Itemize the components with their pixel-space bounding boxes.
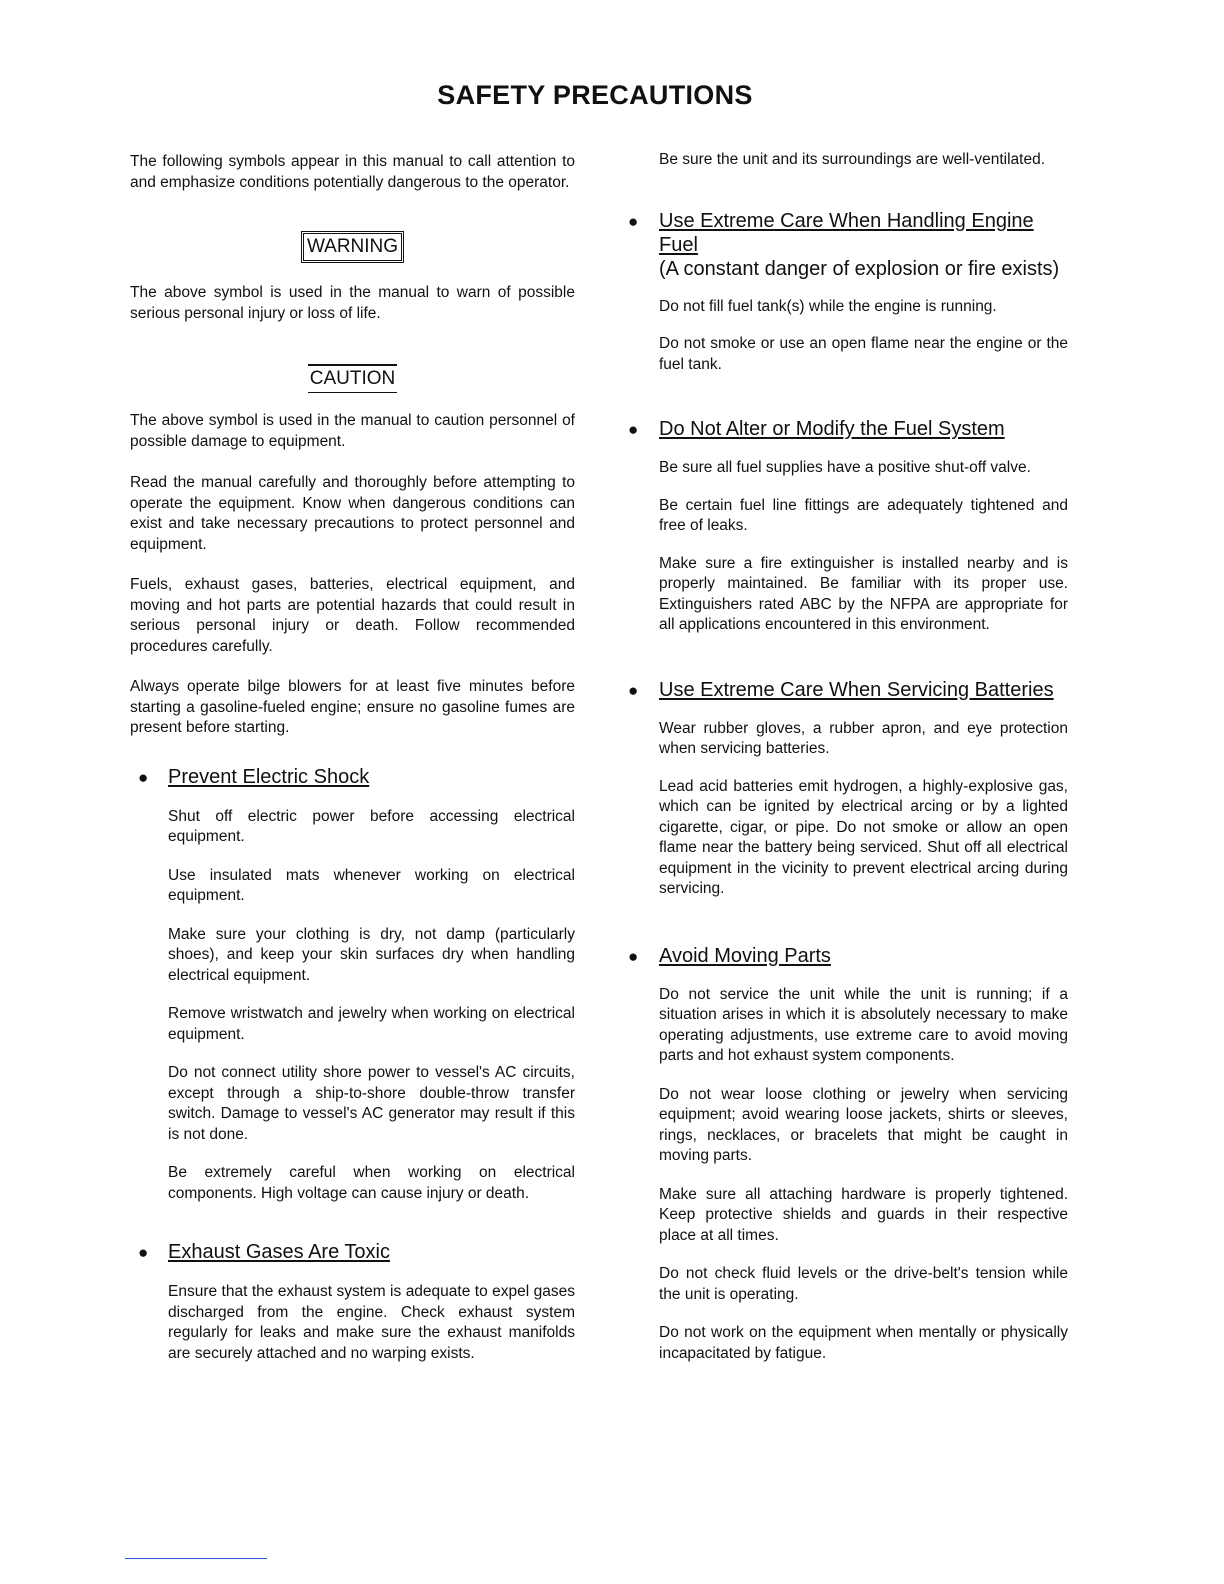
electric-shock-item: Use insulated mats whenever working on electrical equipment.	[168, 866, 575, 904]
page-title: SAFETY PRECAUTIONS	[437, 80, 753, 110]
engine-fuel-item: Do not fill fuel tank(s) while the engine is running.	[659, 297, 997, 315]
general-paragraph-hazards: Fuels, exhaust gases, batteries, electrical equipment, and moving and hot parts are potential hazards that could result in serious personal injury or death. Follow recommended procedures carefully.	[130, 576, 575, 655]
batteries-item: Wear rubber gloves, a rubber apron, and eye protection when servicing batteries.	[659, 719, 1068, 757]
warning-description: The above symbol is used in the manual to warn of possible serious personal injury or loss of life.	[130, 284, 575, 322]
exhaust-ventilation-item: Be sure the unit and its surroundings are well-ventilated.	[659, 151, 1045, 168]
moving-parts-item: Make sure all attaching hardware is properly tightened. Keep protective shields and guards in their respective place at all times.	[659, 1185, 1068, 1244]
caution-symbol: CAUTION	[308, 364, 398, 393]
electric-shock-item: Do not connect utility shore power to vessel's AC circuits, except through a ship-to-shore double-throw transfer switch. Damage to vessel's AC generator may result if this is not done.	[168, 1064, 575, 1143]
electric-shock-item: Make sure your clothing is dry, not damp (particularly shoes), and keep your skin surfaces dry when handling electrical equipment.	[168, 925, 575, 984]
moving-parts-item: Do not service the unit while the unit is running; if a situation arises in which it is absolutely necessary to make operating adjustments, use extreme care to avoid moving parts and hot exhaust system components.	[659, 985, 1068, 1064]
fuel-system-item: Be sure all fuel supplies have a positive shut-off valve.	[659, 459, 1031, 476]
engine-fuel-subheading: (A constant danger of explosion or fire exists)	[659, 257, 1060, 280]
general-paragraph-bilge-blowers: Always operate bilge blowers for at least five minutes before starting a gasoline-fueled engine; ensure no gasoline fumes are present before starting.	[130, 678, 575, 736]
general-paragraph-read-manual: Read the manual carefully and thoroughly before attempting to operate the equipment. Know when dangerous conditions can exist and take necessary precautions to protect personnel and equipment.	[130, 474, 575, 553]
section-heading-fuel-system	[628, 417, 1068, 441]
bullet-icon: ●	[628, 680, 639, 700]
heading-moving-parts: Avoid Moving Parts	[659, 944, 831, 967]
section-heading-moving-parts	[628, 944, 1068, 968]
bullet-icon: ●	[628, 946, 639, 966]
left-column	[130, 148, 575, 1364]
moving-parts-item: Do not check fluid levels or the drive-belt's tension while the unit is operating.	[659, 1265, 1068, 1303]
electric-shock-item: Shut off electric power before accessing electrical equipment.	[168, 807, 575, 845]
bullet-icon: ●	[628, 420, 639, 439]
bullet-icon: ●	[138, 767, 149, 787]
electric-shock-item: Be extremely careful when working on electrical components. High voltage can cause injury or death.	[168, 1164, 575, 1202]
batteries-item: Lead acid batteries emit hydrogen, a highly-explosive gas, which can be ignited by electrical arcing or by a lighted cigarette, cigar, or pipe. Do not smoke or allow an open flame near the battery being serviced. Shut off all electrical equipment in the vicinity to prevent electrical arcing during servicing.	[659, 777, 1068, 897]
engine-fuel-item: Do not smoke or use an open flame near the engine or the fuel tank.	[659, 335, 1068, 373]
section-heading-batteries	[628, 678, 1068, 702]
section-heading-engine-fuel	[628, 209, 1068, 257]
bullet-icon: ●	[138, 1243, 149, 1262]
fuel-system-item: Be certain fuel line fittings are adequately tightened and free of leaks.	[659, 496, 1068, 534]
heading-batteries: Use Extreme Care When Servicing Batteries	[659, 678, 1054, 701]
electric-shock-item: Remove wristwatch and jewelry when working on electrical equipment.	[168, 1005, 575, 1043]
heading-electric-shock: Prevent Electric Shock	[168, 765, 370, 788]
moving-parts-item: Do not wear loose clothing or jewelry when servicing equipment; avoid wearing loose jackets, shirts or sleeves, rings, necklaces, or bracelets that might be caught in moving parts.	[659, 1085, 1068, 1164]
warning-symbol: WARNING	[301, 231, 404, 263]
section-heading-electric-shock	[130, 765, 575, 789]
footer-rule	[125, 1558, 267, 1559]
caution-description: The above symbol is used in the manual to caution personnel of possible damage to equipment.	[130, 412, 575, 450]
fuel-system-item: Make sure a fire extinguisher is installed nearby and is properly maintained. Be familiar with its proper use. Extinguishers rated ABC by the NFPA are appropriate for all applications encountered in this environment.	[659, 554, 1068, 633]
right-column	[628, 148, 1068, 1364]
symbols-intro: The following symbols appear in this manual to call attention to and emphasize conditions potentially dangerous to the operator.	[130, 153, 575, 191]
section-heading-exhaust	[130, 1240, 575, 1264]
heading-exhaust: Exhaust Gases Are Toxic	[168, 1241, 390, 1263]
moving-parts-item: Do not work on the equipment when mentally or physically incapacitated by fatigue.	[659, 1324, 1068, 1362]
heading-fuel-system: Do Not Alter or Modify the Fuel System	[659, 418, 1005, 440]
bullet-icon: ●	[628, 211, 639, 231]
heading-engine-fuel: Use Extreme Care When Handling Engine Fuel	[659, 209, 1034, 256]
exhaust-item: Ensure that the exhaust system is adequate to expel gases discharged from the engine. Check exhaust system regularly for leaks and make sure the exhaust manifolds are securely attached and no warping exists.	[168, 1283, 575, 1362]
